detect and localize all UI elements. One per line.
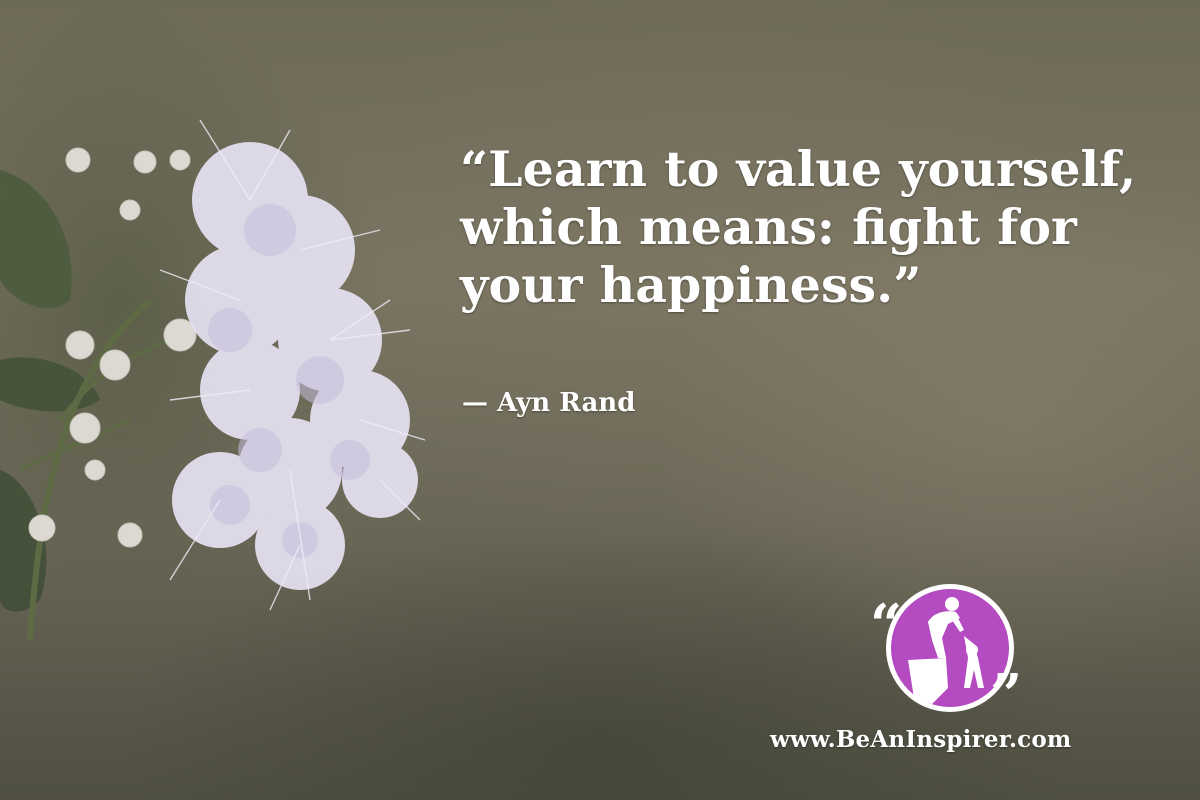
- svg-text:”: ”: [990, 662, 1023, 718]
- svg-text:“: “: [870, 592, 903, 658]
- white-flower-icon: [0, 0, 460, 800]
- quote-author: — Ayn Rand: [462, 388, 636, 418]
- helping-hand-quote-logo-icon: [868, 578, 1028, 718]
- quote-text: “Learn to value yourself, which means: fight for your happiness.”: [460, 140, 1137, 314]
- website-url[interactable]: www.BeAnInspirer.com: [770, 726, 1072, 753]
